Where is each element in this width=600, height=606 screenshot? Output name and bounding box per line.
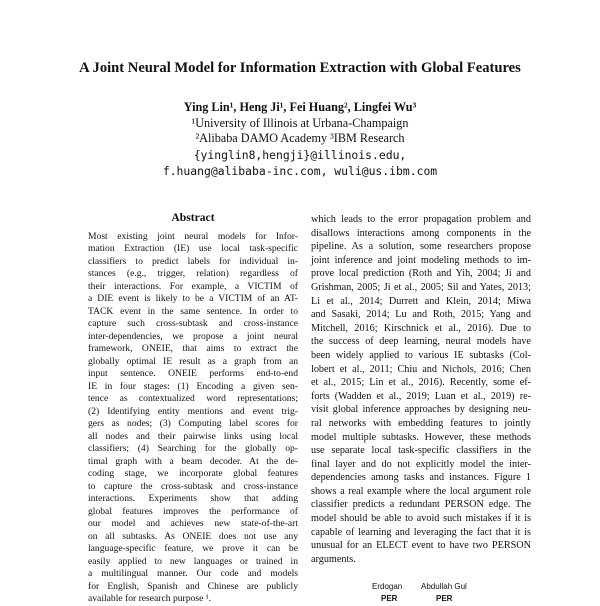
intro-line: Grishman, 2005; Ji et al., 2005; Sil and Yates, 2013; [311,281,531,293]
abstract-line: globally optimal IE result as a graph from an [88,355,298,367]
abstract-line: all nodes and their pairwise links using local [88,430,298,442]
abstract-line: tence as contextualized word representations; [88,393,298,404]
affiliation-2: ²Alibaba DAMO Academy ³IBM Research [195,131,405,146]
intro-line: use separate local task-specific classifiers in the [311,445,531,457]
abstract-heading: Abstract [171,211,215,224]
intro-line: visit global inference approaches by designing neu- [311,404,531,416]
abstract-line: coding stage, we incorporate global features [88,468,298,479]
intro-line: been widely applied to various IE subtasks (Col- [311,349,531,361]
abstract-line: their interactions. For example, a VICTIM of [88,280,298,292]
abstract-line: a multilingual manner. Our code and models [88,568,298,579]
intro-line: forts (Wadden et al., 2019; Luan et al., 2019) re- [311,390,531,402]
abstract-line: (2) Identifying entity mentions and event trig- [88,405,298,417]
figure-node-abdullah-gul: Abdullah Gul [421,582,467,591]
abstract-line: classifiers to predict labels for individual in- [88,255,298,267]
abstract-line: capture such cross-subtask and cross-instance [88,318,298,329]
email-line-1: {yinglin8,hengji}@illinois.edu, [193,147,407,162]
intro-line: pipeline. As a solution, some researchers propose [311,241,531,253]
author-block [0,100,600,180]
intro-line: and Sasaki, 2014; Lu and Roth, 2015; Yang and [311,309,531,321]
abstract-line: mation Extraction (IE) use local task-specific [88,243,298,254]
paper-title: A Joint Neural Model for Information Extraction with Global Features [79,60,521,76]
affiliation-1: ¹University of Illinois at Urbana-Champaign [191,115,409,130]
abstract-line: available for research purpose ¹. [88,593,212,604]
intro-line: joint inference and joint modeling methods to im- [311,254,531,266]
intro-line: dependencies among tasks and instances. Figure 1 [311,472,531,484]
abstract-line: IE in four stages: (1) Encoding a given sen- [88,380,298,392]
intro-line: prove local prediction (Roth and Yih, 2004; Ji and [311,268,531,280]
intro-line: shows a real example where the local argument role [311,485,531,497]
figure-node-erdogan: Erdogan [372,582,403,591]
author-names: Ying Lin¹, Heng Ji¹, Fei Huang², Lingfei Wu³ [183,100,417,114]
abstract-line: stances (e.g., trigger, relation) regardless of [88,268,298,279]
intro-line: classifier predicts a redundant PERSON edge. The [311,499,531,511]
intro-line: ral networks with embedding features to jointly [311,417,531,429]
intro-line: model should be able to avoid such mistakes if it is [311,513,531,525]
abstract-line: input sentence. ONEIE performs end-to-end [88,368,298,379]
figure-tag-per-1: PER [381,594,398,603]
abstract-line: for English, Spanish and Chinese are publicly [88,580,298,592]
intro-line: which leads to the error propagation problem and [311,214,531,225]
abstract-line: language-specific feature, we prove it can be [88,543,298,554]
abstract-line: on all subtasks. As ONEIE does not use any [88,530,298,542]
abstract-line: Most existing joint neural models for Infor- [88,230,298,242]
abstract-line: framework, ONEIE, that aims to extract the [88,343,298,354]
abstract-column [88,212,298,606]
abstract-line: inter-dependencies, we propose a joint neural [88,330,298,342]
intro-line: the success of deep learning, neural models have [311,336,531,348]
abstract-line: classifiers; (4) Searching for the globally op- [88,443,298,454]
abstract-body [88,231,298,606]
abstract-line: our model and achieves new state-of-the-art [88,518,298,529]
intro-body [311,213,531,566]
abstract-line: interactions. Experiments show that adding [88,493,298,504]
abstract-line: gers as nodes; (3) Computing label scores for [88,418,298,429]
abstract-line: TACK event in the same sentence. In order to [88,305,298,317]
abstract-line: to capture the cross-subtask and cross-instance [88,480,298,492]
intro-line: et al., 2015; Lin et al., 2016). Recently, some ef- [311,377,531,389]
abstract-line: timal graph with a beam decoder. At the de- [88,455,298,467]
intro-column [311,213,531,566]
intro-line: Li et al., 2014; Durrett and Klein, 2014; Miwa [311,295,531,307]
intro-line: lobert et al., 2011; Chiu and Nichols, 2016; Chen [311,363,531,375]
intro-line: disallows interactions among components in the [311,227,531,239]
intro-line: Mitchell, 2016; Kirschnick et al., 2016). Due to [311,322,531,334]
intro-line: final layer and do not explicitly model the inter- [311,458,531,470]
intro-line: model multiple subtasks. However, these methods [311,431,531,443]
intro-line: unusual for an ELECT event to have two PERSON [311,540,531,552]
abstract-line: global features improves the performance of [88,505,298,517]
abstract-line: a DIE event is likely to be a VICTIM of an AT- [88,293,298,304]
intro-line: capable of learning and leveraging the fact that it is [311,526,531,538]
figure-tag-per-2: PER [436,594,453,603]
abstract-line: easily applied to new languages or trained in [88,555,298,567]
email-line-2: f.huang@alibaba-inc.com, wuli@us.ibm.com [162,164,438,179]
intro-line: arguments. [311,553,356,565]
